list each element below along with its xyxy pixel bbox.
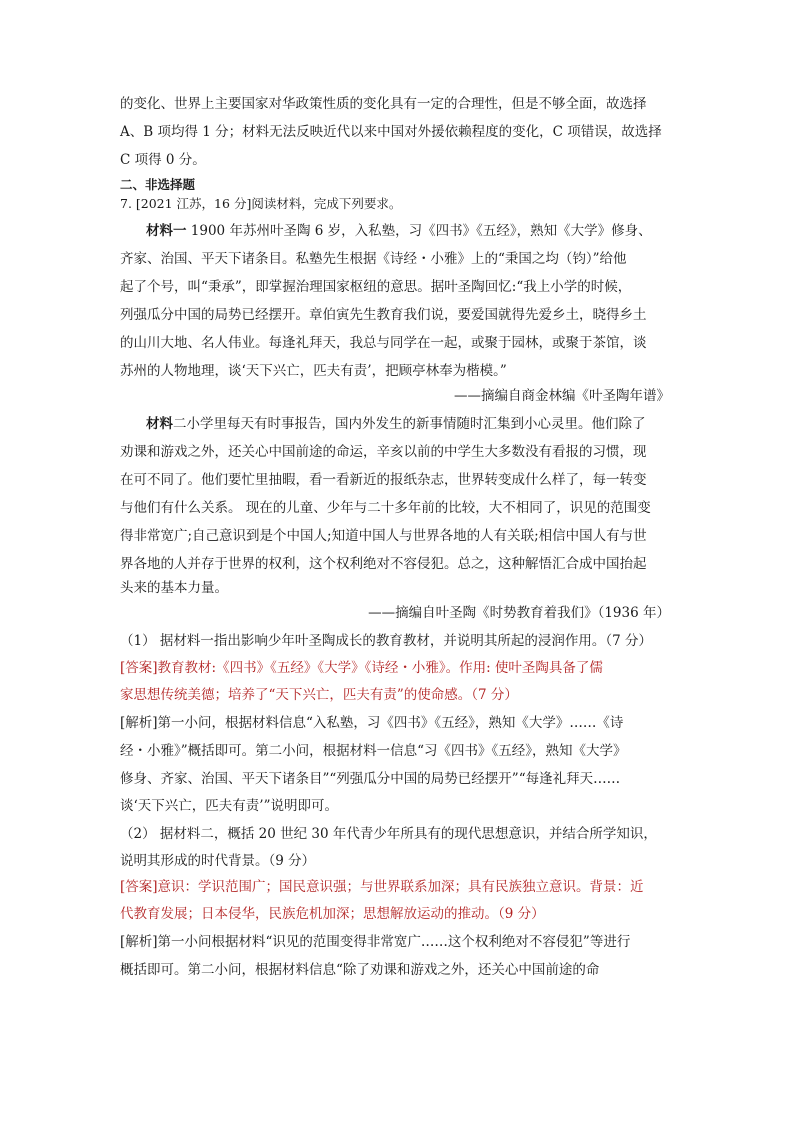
material1-text: 1900 年苏州叶圣陶 6 岁，入私塾，习《四书》《五经》，熟知《大学》修身、: [186, 223, 652, 239]
section-heading: 二、非选择题: [120, 177, 196, 192]
material1-first-line: [146, 221, 652, 241]
question-1: （1） 据材料一指出影响少年叶圣陶成长的教育教材，并说明其所起的浸润作用。（7 分）: [120, 633, 653, 649]
material2-text: 二小学里每天有时事报告，国内外发生的新事情随时汇集到小心灵里。他们除了: [173, 416, 646, 432]
answer-1-line: 家思想传统美德；培养了“天下兴亡，匹夫有责”的使命感。（7 分）: [120, 687, 518, 703]
explanation-2-line: [解析]第一小问根据材料“识见的范围变得非常宽广……这个权利绝对不容侵犯”等进行: [120, 934, 631, 950]
question-2-line: 说明其形成的时代背景。（9 分）: [120, 853, 316, 869]
explanation-1-line: 经・小雅》”概括即可。第二小问，根据材料一信息“习《四书》《五经》，熟知《大学》: [120, 743, 627, 759]
material1-line: 的山川大地、名人伟业。每逢礼拜天，我总与同学在一起，或聚于园林，或聚于茶馆，谈: [120, 335, 647, 351]
explanation-1-line: 谈‘天下兴亡，匹夫有责’”说明即可。: [120, 798, 338, 814]
answer-2-line: 代教育发展；日本侵华，民族危机加深；思想解放运动的推动。（9 分）: [120, 906, 545, 922]
material1-source: ——摘编自商金林编《叶圣陶年谱》: [454, 388, 670, 404]
material2-label: 材料: [146, 416, 173, 432]
material2-line: 在可不同了。他们要忙里抽暇，看一看新近的报纸杂志，世界转变成什么样了，每一转变: [120, 472, 647, 488]
question-stem: 7. [2021 江苏，16 分]阅读材料，完成下列要求。: [120, 196, 402, 211]
material2-line: 头来的基本力量。: [120, 580, 228, 596]
material2-line: 得非常宽广;自己意识到是个中国人;知道中国人与世界各地的人有关联;相信中国人有与世: [120, 528, 647, 544]
explanation-2-line: 概括即可。第二小问，根据材料信息“除了劝课和游戏之外，还关心中国前途的命: [120, 962, 600, 978]
analysis-text-line: A、B 项均得 1 分；材料无法反映近代以来中国对外援依赖程度的变化，C 项错误，故选择: [120, 124, 662, 140]
material1-line: 苏州的人物地理，谈‘天下兴亡，匹夫有责’，把顾亭林奉为楷模。”: [120, 363, 507, 379]
material2-first-line: [146, 414, 646, 434]
analysis-text-line: 的变化、世界上主要国家对华政策性质的变化具有一定的合理性，但是不够全面，故选择: [120, 96, 647, 112]
answer-2-line: [答案]意识：学识范围广；国民意识强；与世界联系加深；具有民族独立意识。背景：近: [120, 879, 644, 895]
explanation-1-line: 修身、齐家、治国、平天下诸条目”“列强瓜分中国的局势已经摆开”“每逢礼拜天……: [120, 771, 621, 787]
material2-line: 劝课和游戏之外，还关心中国前途的命运，辛亥以前的中学生大多数没有看报的习惯，现: [120, 444, 647, 460]
material1-line: 齐家、治国、平天下诸条目。私塾先生根据《诗经・小雅》上的“秉国之均（钧）”给他: [120, 251, 627, 267]
question-2-line: （2） 据材料二，概括 20 世纪 30 年代青少年所具有的现代思想意识，并结合所学知识，: [120, 826, 657, 842]
analysis-text-line: C 项得 0 分。: [120, 152, 206, 168]
material2-line: 与他们有什么关系。 现在的儿童、少年与二十多年前的比较，大不相同了，识见的范围变: [120, 500, 651, 516]
material1-line: 起了个号，叫“秉承”，即掌握治理国家枢纽的意思。据叶圣陶回忆:“我上小学的时候，: [120, 279, 632, 295]
material2-source: ——摘编自叶圣陶《时势教育着我们》（1936 年）: [368, 605, 670, 621]
material2-line: 界各地的人并存于世界的权利，这个权利绝对不容侵犯。总之，这种解悟汇合成中国抬起: [120, 556, 647, 572]
material1-line: 列强瓜分中国的局势已经摆开。章伯寅先生教育我们说，要爱国就得先爱乡土，晓得乡土: [120, 307, 647, 323]
material1-label: 材料一: [146, 223, 187, 239]
answer-1-line: [答案]教育教材:《四书》《五经》《大学》《诗经・小雅》。作用: 使叶圣陶具备了儒: [120, 660, 603, 676]
explanation-1-line: [解析]第一小问，根据材料信息“入私塾，习《四书》《五经》，熟知《大学》……《诗: [120, 715, 624, 731]
